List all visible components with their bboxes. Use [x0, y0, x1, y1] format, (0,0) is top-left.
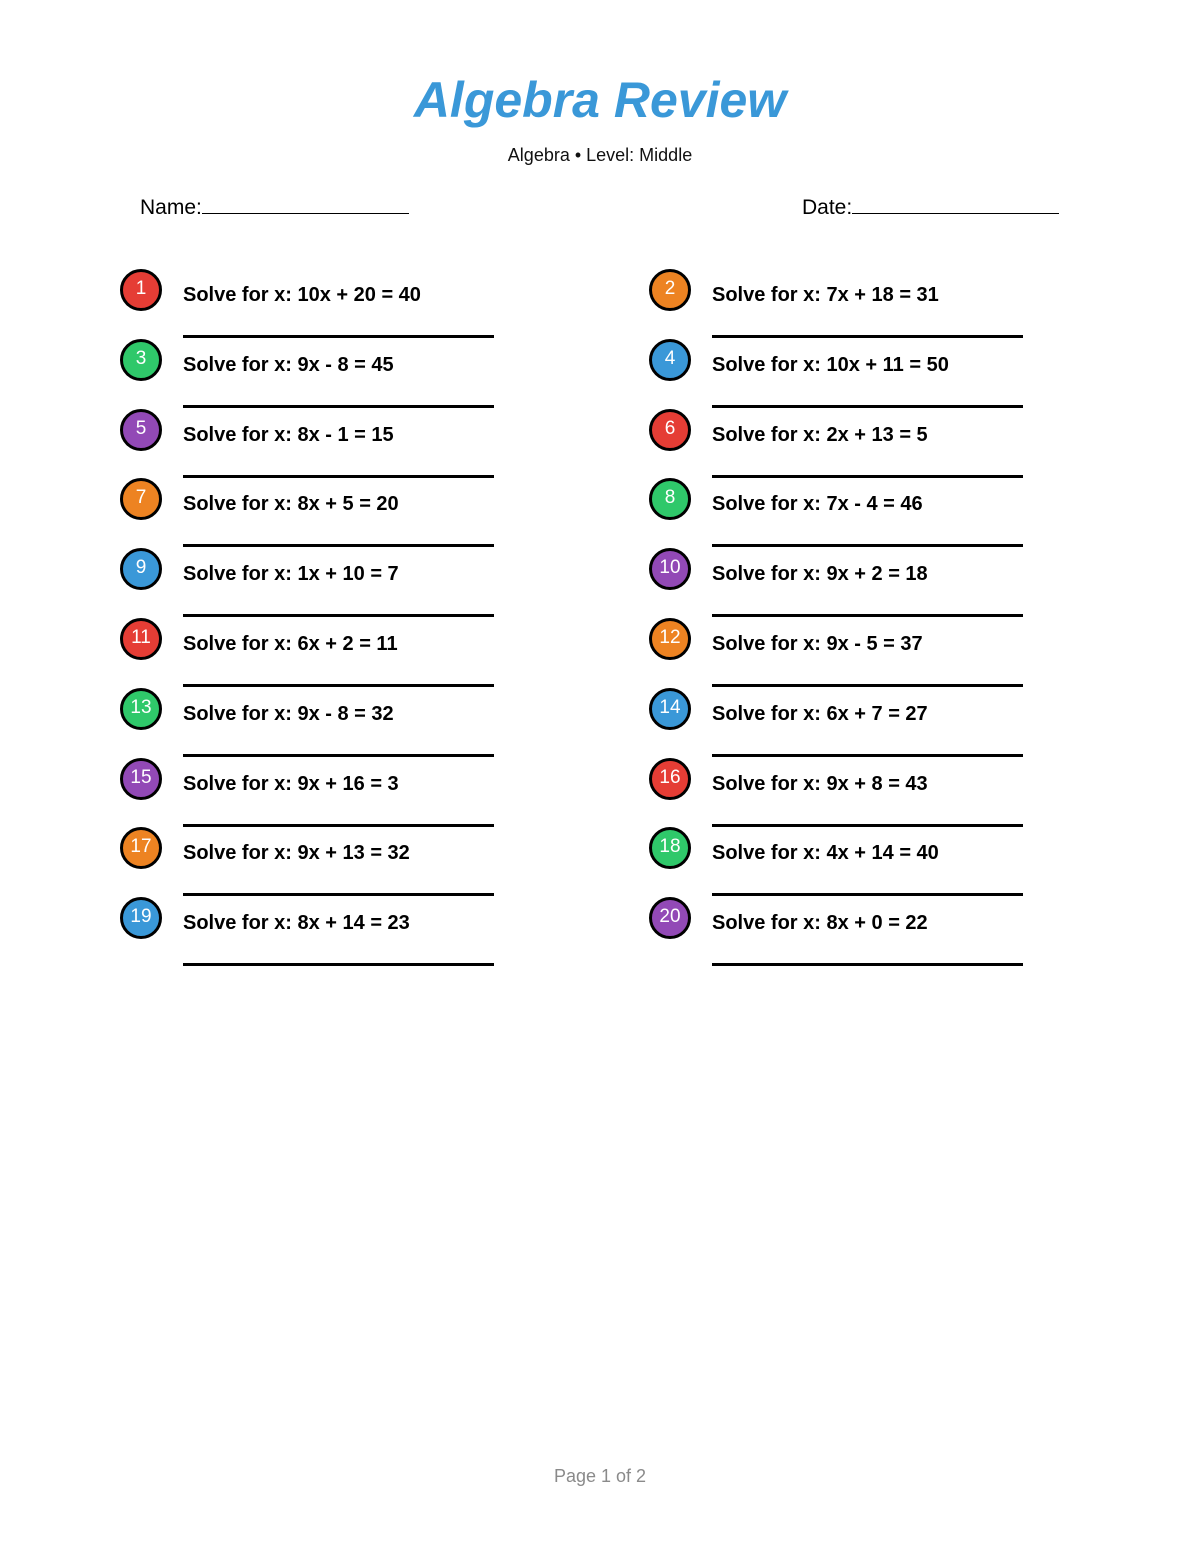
problem-prompt: Solve for x: 10x + 11 = 50 — [712, 353, 949, 376]
answer-line — [712, 544, 1023, 547]
problem-prompt: Solve for x: 9x + 8 = 43 — [712, 772, 928, 795]
problem-number-badge: 19 — [120, 897, 162, 939]
worksheet-subtitle: Algebra • Level: Middle — [507, 145, 693, 165]
problem-number-badge: 14 — [649, 688, 691, 730]
problem-item — [649, 478, 1069, 548]
problem-prompt: Solve for x: 8x + 5 = 20 — [183, 493, 399, 516]
problem-number-badge: 8 — [649, 478, 691, 520]
problem-number-badge: 1 — [120, 269, 162, 311]
answer-line — [183, 684, 494, 687]
answer-line — [712, 405, 1023, 408]
problem-number-badge: 20 — [649, 897, 691, 939]
page-footer: Page 1 of 2 — [553, 1466, 647, 1486]
problem-prompt: Solve for x: 7x + 18 = 31 — [712, 284, 939, 306]
answer-line — [712, 475, 1023, 478]
problem-prompt: Solve for x: 4x + 14 = 40 — [712, 842, 939, 865]
answer-line — [712, 614, 1023, 617]
problem-prompt: Solve for x: 9x + 16 = 3 — [183, 772, 399, 795]
problem-prompt: Solve for x: 8x + 0 = 22 — [712, 912, 928, 935]
problem-item — [120, 548, 540, 618]
problem-number-badge: 15 — [120, 758, 162, 800]
problem-prompt: Solve for x: 6x + 7 = 27 — [712, 702, 928, 725]
name-blank-line — [202, 193, 409, 214]
problem-number-badge: 11 — [120, 618, 162, 660]
problem-item — [120, 897, 540, 967]
problem-item — [649, 897, 1069, 967]
answer-line — [712, 684, 1023, 687]
problem-item — [120, 618, 540, 688]
answer-line — [183, 544, 494, 547]
answer-line — [712, 824, 1023, 827]
problem-number-badge: 4 — [649, 339, 691, 381]
problem-number-badge: 2 — [649, 269, 691, 311]
problem-number-badge: 3 — [120, 339, 162, 381]
problem-prompt: Solve for x: 8x - 1 = 15 — [183, 423, 394, 446]
problem-number-badge: 7 — [120, 478, 162, 520]
problem-item — [120, 269, 540, 339]
problem-number-badge: 10 — [649, 548, 691, 590]
answer-line — [183, 963, 494, 966]
name-field — [140, 193, 409, 221]
answer-line — [183, 335, 494, 338]
problem-number-badge: 12 — [649, 618, 691, 660]
problem-number-badge: 16 — [649, 758, 691, 800]
answer-line — [183, 824, 494, 827]
answer-line — [183, 405, 494, 408]
problem-prompt: Solve for x: 2x + 13 = 5 — [712, 423, 928, 446]
problem-prompt: Solve for x: 8x + 14 = 23 — [183, 912, 410, 935]
answer-line — [183, 614, 494, 617]
date-field — [802, 193, 1059, 221]
problem-prompt: Solve for x: 6x + 2 = 11 — [183, 633, 398, 655]
problem-item — [649, 688, 1069, 758]
answer-line — [712, 893, 1023, 896]
problem-item — [649, 409, 1069, 479]
problem-number-badge: 13 — [120, 688, 162, 730]
problem-prompt: Solve for x: 7x - 4 = 46 — [712, 493, 923, 516]
problem-item — [649, 269, 1069, 339]
problem-item — [120, 758, 540, 828]
problem-item — [120, 688, 540, 758]
problem-prompt: Solve for x: 9x - 5 = 37 — [712, 633, 923, 655]
answer-line — [712, 754, 1023, 757]
answer-line — [183, 893, 494, 896]
problem-number-badge: 6 — [649, 409, 691, 451]
problem-item — [649, 618, 1069, 688]
problem-item — [120, 827, 540, 897]
date-label: Date: — [802, 196, 853, 219]
problem-number-badge: 17 — [120, 827, 162, 869]
problem-prompt: Solve for x: 1x + 10 = 7 — [183, 563, 399, 586]
problem-item — [120, 339, 540, 409]
problem-item — [649, 548, 1069, 618]
problem-item — [649, 339, 1069, 409]
problem-prompt: Solve for x: 9x + 2 = 18 — [712, 563, 928, 586]
worksheet-title: Algebra Review — [413, 72, 787, 128]
problem-prompt: Solve for x: 10x + 20 = 40 — [183, 284, 421, 306]
problem-item — [120, 409, 540, 479]
answer-line — [712, 963, 1023, 966]
problem-number-badge: 9 — [120, 548, 162, 590]
problem-prompt: Solve for x: 9x + 13 = 32 — [183, 842, 410, 865]
date-blank-line — [852, 193, 1059, 214]
problem-number-badge: 18 — [649, 827, 691, 869]
answer-line — [183, 754, 494, 757]
problem-prompt: Solve for x: 9x - 8 = 32 — [183, 702, 394, 725]
name-label: Name: — [140, 196, 202, 219]
problem-number-badge: 5 — [120, 409, 162, 451]
problem-prompt: Solve for x: 9x - 8 = 45 — [183, 353, 394, 376]
problem-item — [649, 758, 1069, 828]
answer-line — [183, 475, 494, 478]
answer-line — [712, 335, 1023, 338]
problem-item — [649, 827, 1069, 897]
problem-item — [120, 478, 540, 548]
